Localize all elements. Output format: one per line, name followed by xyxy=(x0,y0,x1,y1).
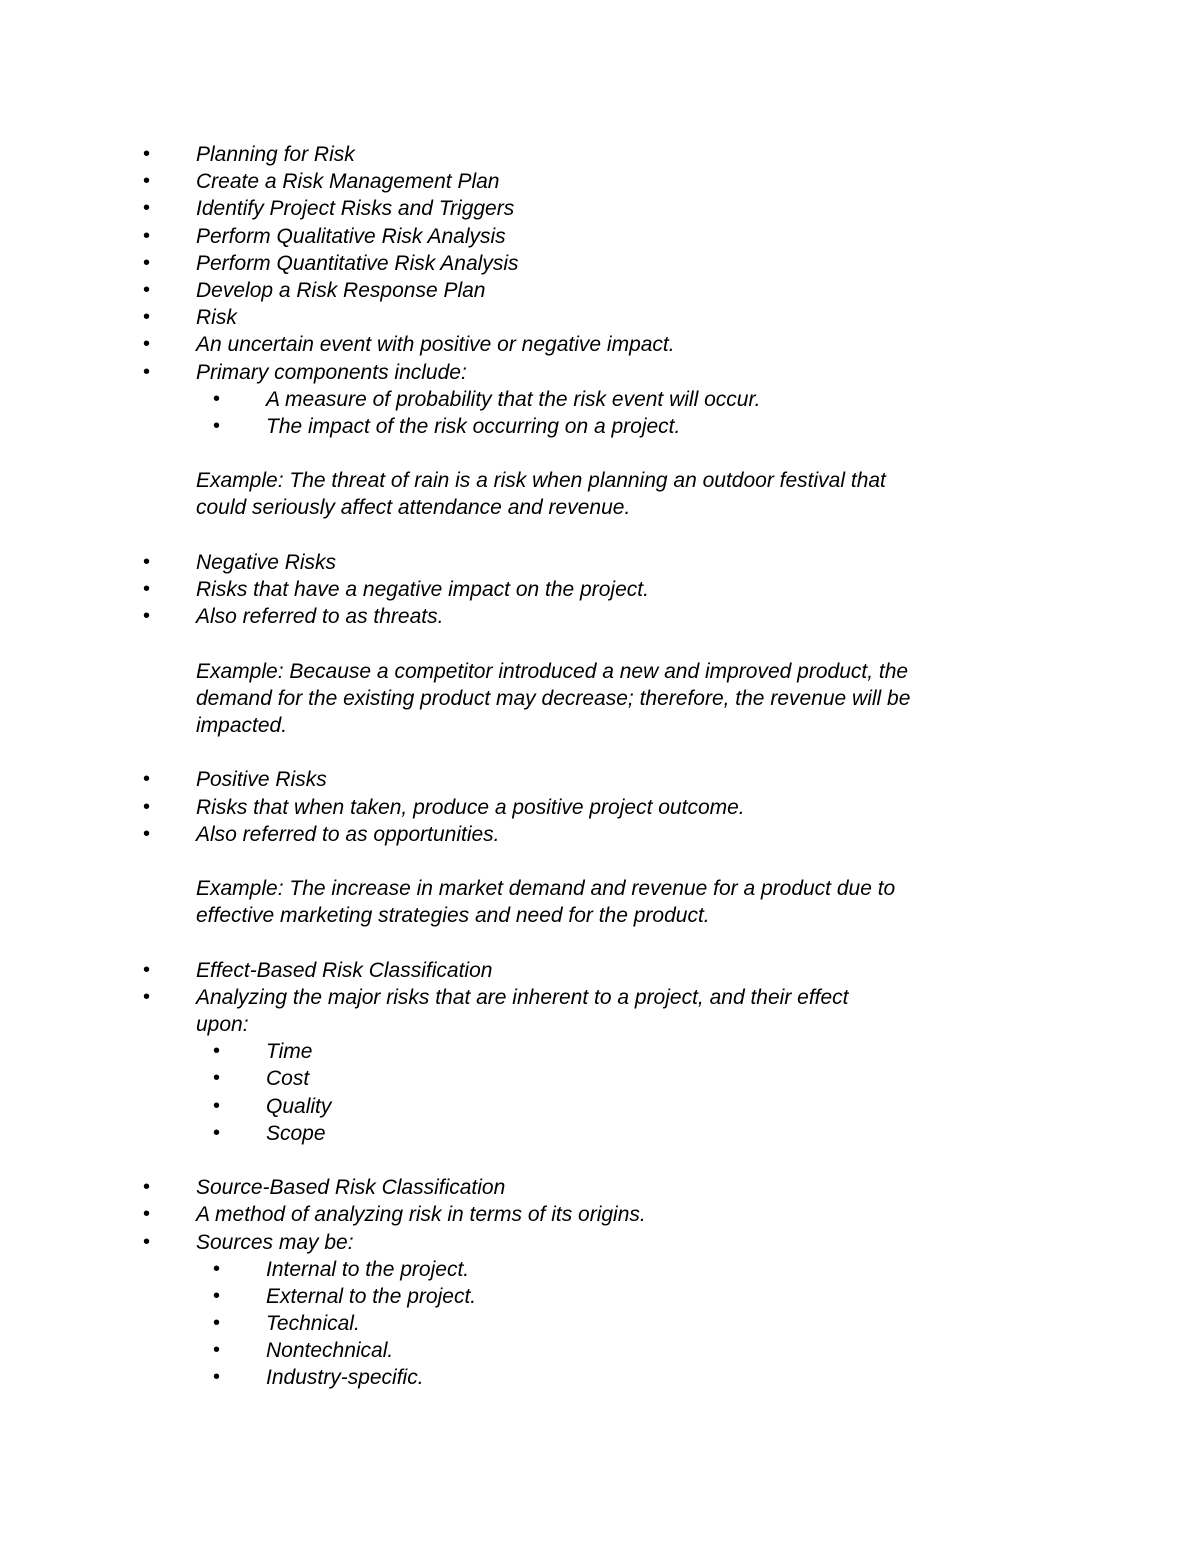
sub-list-item-text: Internal to the project. xyxy=(266,1257,470,1281)
bullet-icon: • xyxy=(143,224,151,247)
sub-list-item xyxy=(0,1364,1200,1391)
list-item-text: A method of analyzing risk in terms of its origins. xyxy=(196,1203,646,1227)
list-item xyxy=(0,223,1200,250)
sub-list-item xyxy=(0,1310,1200,1337)
sub-list-item-text: The impact of the risk occurring on a project. xyxy=(266,414,681,438)
bullet-icon: • xyxy=(143,822,151,845)
sub-list-item-text: Cost xyxy=(266,1067,310,1091)
example-paragraph-line xyxy=(0,875,1200,902)
bullet-icon: • xyxy=(143,1230,151,1253)
list-item-text: Perform Quantitative Risk Analysis xyxy=(196,251,519,275)
example-text: could seriously affect attendance and revenue. xyxy=(196,496,631,520)
list-item xyxy=(0,794,1200,821)
list-item-text: Analyzing the major risks that are inherent to a project, and their effect xyxy=(196,985,849,1009)
bullet-icon: • xyxy=(213,1094,221,1117)
list-item-text: Effect-Based Risk Classification xyxy=(196,958,493,982)
bullet-icon: • xyxy=(143,795,151,818)
spacer xyxy=(0,848,1200,875)
bullet-icon: • xyxy=(143,278,151,301)
list-item-text: Positive Risks xyxy=(196,768,327,792)
sub-list-item-text: Scope xyxy=(266,1121,326,1145)
list-item xyxy=(0,1229,1200,1256)
bullet-icon: • xyxy=(143,197,151,220)
list-item xyxy=(0,277,1200,304)
list-item-text: Develop a Risk Response Plan xyxy=(196,278,486,302)
example-paragraph-line xyxy=(0,712,1200,739)
bullet-icon: • xyxy=(213,387,221,410)
example-text: Example: Because a competitor introduced a new and improved product, the xyxy=(196,659,909,683)
sub-list-item xyxy=(0,386,1200,413)
list-item xyxy=(0,331,1200,358)
list-item xyxy=(0,984,1200,1011)
sub-list-item xyxy=(0,1120,1200,1147)
list-item-text: Also referred to as threats. xyxy=(196,605,444,629)
list-item xyxy=(0,821,1200,848)
list-item-text: Create a Risk Management Plan xyxy=(196,170,500,194)
list-item xyxy=(0,168,1200,195)
bullet-icon: • xyxy=(213,1366,221,1389)
bullet-icon: • xyxy=(143,1203,151,1226)
spacer xyxy=(0,522,1200,549)
sub-list-item-text: External to the project. xyxy=(266,1284,477,1308)
list-item xyxy=(0,576,1200,603)
bullet-icon: • xyxy=(213,1339,221,1362)
list-item xyxy=(0,250,1200,277)
list-item xyxy=(0,359,1200,386)
bullet-icon: • xyxy=(143,605,151,628)
list-item-text: Primary components include: xyxy=(196,360,467,384)
sub-list-item-text: Time xyxy=(266,1040,313,1064)
bullet-icon: • xyxy=(213,1040,221,1063)
bullet-icon: • xyxy=(143,360,151,383)
sub-list-item xyxy=(0,1065,1200,1092)
example-text: Example: The threat of rain is a risk when planning an outdoor festival that xyxy=(196,469,886,493)
list-item-text: Perform Qualitative Risk Analysis xyxy=(196,224,506,248)
list-item-text: Sources may be: xyxy=(196,1230,354,1254)
example-paragraph-line xyxy=(0,685,1200,712)
list-item xyxy=(0,1201,1200,1228)
example-text: impacted. xyxy=(196,713,288,737)
list-item xyxy=(0,195,1200,222)
list-item-text: Identify Project Risks and Triggers xyxy=(196,197,515,221)
spacer xyxy=(0,1147,1200,1174)
document-body xyxy=(0,141,1200,1392)
bullet-icon: • xyxy=(213,1284,221,1307)
example-paragraph-line xyxy=(0,658,1200,685)
sub-list-item xyxy=(0,413,1200,440)
bullet-icon: • xyxy=(143,578,151,600)
bullet-icon: • xyxy=(143,550,151,573)
sub-list-item-text: Technical. xyxy=(266,1312,360,1336)
list-item-text: Risks that when taken, produce a positive project outcome. xyxy=(196,795,745,819)
sub-list-item-text: Quality xyxy=(266,1094,332,1118)
list-item-text: Also referred to as opportunities. xyxy=(196,822,500,846)
example-paragraph-line xyxy=(0,467,1200,494)
bullet-icon: • xyxy=(143,985,151,1008)
sub-list-item-text: A measure of probability that the risk event will occur. xyxy=(266,387,761,411)
sub-list-item xyxy=(0,1256,1200,1283)
spacer xyxy=(0,630,1200,657)
bullet-icon: • xyxy=(143,170,151,193)
list-item xyxy=(0,766,1200,793)
sub-list-item-text: Industry-specific. xyxy=(266,1366,424,1390)
list-item xyxy=(0,141,1200,168)
bullet-icon: • xyxy=(213,414,221,437)
bullet-icon: • xyxy=(213,1121,221,1144)
example-paragraph-line xyxy=(0,494,1200,521)
bullet-icon: • xyxy=(213,1312,221,1335)
sub-list-item xyxy=(0,1337,1200,1364)
bullet-icon: • xyxy=(213,1257,221,1280)
list-item xyxy=(0,957,1200,984)
list-item-text: Source-Based Risk Classification xyxy=(196,1176,506,1200)
sub-list-item xyxy=(0,1038,1200,1065)
bullet-icon: • xyxy=(143,306,151,329)
list-item xyxy=(0,304,1200,331)
sub-list-item xyxy=(0,1283,1200,1310)
list-item-text: upon: xyxy=(196,1013,249,1036)
list-item-text: Risks that have a negative impact on the project. xyxy=(196,578,649,601)
list-item-continuation xyxy=(0,1011,1200,1038)
list-item-text: Planning for Risk xyxy=(196,143,355,166)
example-paragraph-line xyxy=(0,902,1200,929)
sub-list-item xyxy=(0,1093,1200,1120)
example-text: effective marketing strategies and need for the product. xyxy=(196,904,710,928)
sub-list-item-text: Nontechnical. xyxy=(266,1339,394,1363)
spacer xyxy=(0,440,1200,467)
bullet-icon: • xyxy=(143,1176,151,1199)
bullet-icon: • xyxy=(143,958,151,981)
example-text: Example: The increase in market demand and revenue for a product due to xyxy=(196,877,896,901)
list-item xyxy=(0,603,1200,630)
bullet-icon: • xyxy=(143,333,151,356)
bullet-icon: • xyxy=(213,1067,221,1090)
list-item xyxy=(0,549,1200,576)
spacer xyxy=(0,739,1200,766)
bullet-icon: • xyxy=(143,251,151,274)
spacer xyxy=(0,929,1200,956)
list-item xyxy=(0,1174,1200,1201)
bullet-icon: • xyxy=(143,768,151,791)
list-item-text: An uncertain event with positive or negative impact. xyxy=(196,333,675,357)
list-item-text: Negative Risks xyxy=(196,550,337,574)
bullet-icon: • xyxy=(143,143,151,165)
example-text: demand for the existing product may decrease; therefore, the revenue will be xyxy=(196,686,911,710)
list-item-text: Risk xyxy=(196,306,237,330)
